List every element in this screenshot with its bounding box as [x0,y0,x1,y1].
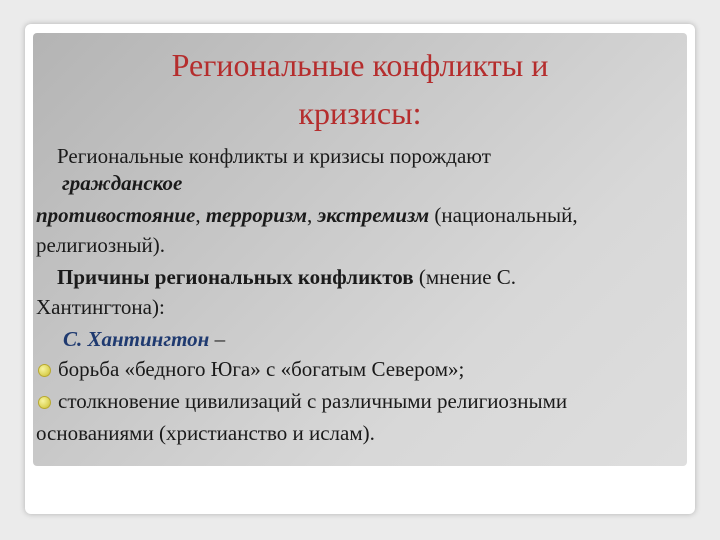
intro-tail: (национальный, [429,203,578,227]
causes-end: Хантингтона): [36,295,165,319]
intro-end-line [36,232,165,258]
bullet-item-1 [58,356,464,382]
bullet-text-1: борьба «бедного Юга» с «богатым Севером»; [58,357,465,381]
separator: , [195,203,206,227]
intro-end: религиозный). [36,233,166,257]
bullet-text-2: столкновение цивилизаций с различными религиозными [58,389,568,413]
civil-line [62,170,182,196]
bullet-text-2-cont: основаниями (христианство и ислам). [36,421,375,445]
intro-line [57,143,491,169]
intro-text: Региональные конфликты и кризисы порождают [57,144,491,168]
separator: , [307,203,318,227]
causes-line [57,264,516,290]
causes-end-line [36,294,165,320]
author-name: С. Хантингтон [63,327,210,351]
slide-title [40,41,680,137]
author-line [63,326,225,352]
causes-heading: Причины региональных конфликтов [57,265,414,289]
bullet-icon [38,396,51,409]
author-dash: – [209,327,226,351]
title-line-2: кризисы: [298,95,422,131]
bullet-icon [38,364,51,377]
bullet-item-2 [58,388,567,414]
bullet-item-2-cont [36,420,375,446]
term-confrontation: противостояние [36,203,196,227]
term-extremism: экстремизм [317,203,430,227]
term-terrorism: терроризм [205,203,308,227]
phenomena-line [36,202,578,228]
causes-tail: (мнение С. [413,265,517,289]
title-line-1: Региональные конфликты и [171,47,549,83]
civil-word: гражданское [62,171,183,195]
